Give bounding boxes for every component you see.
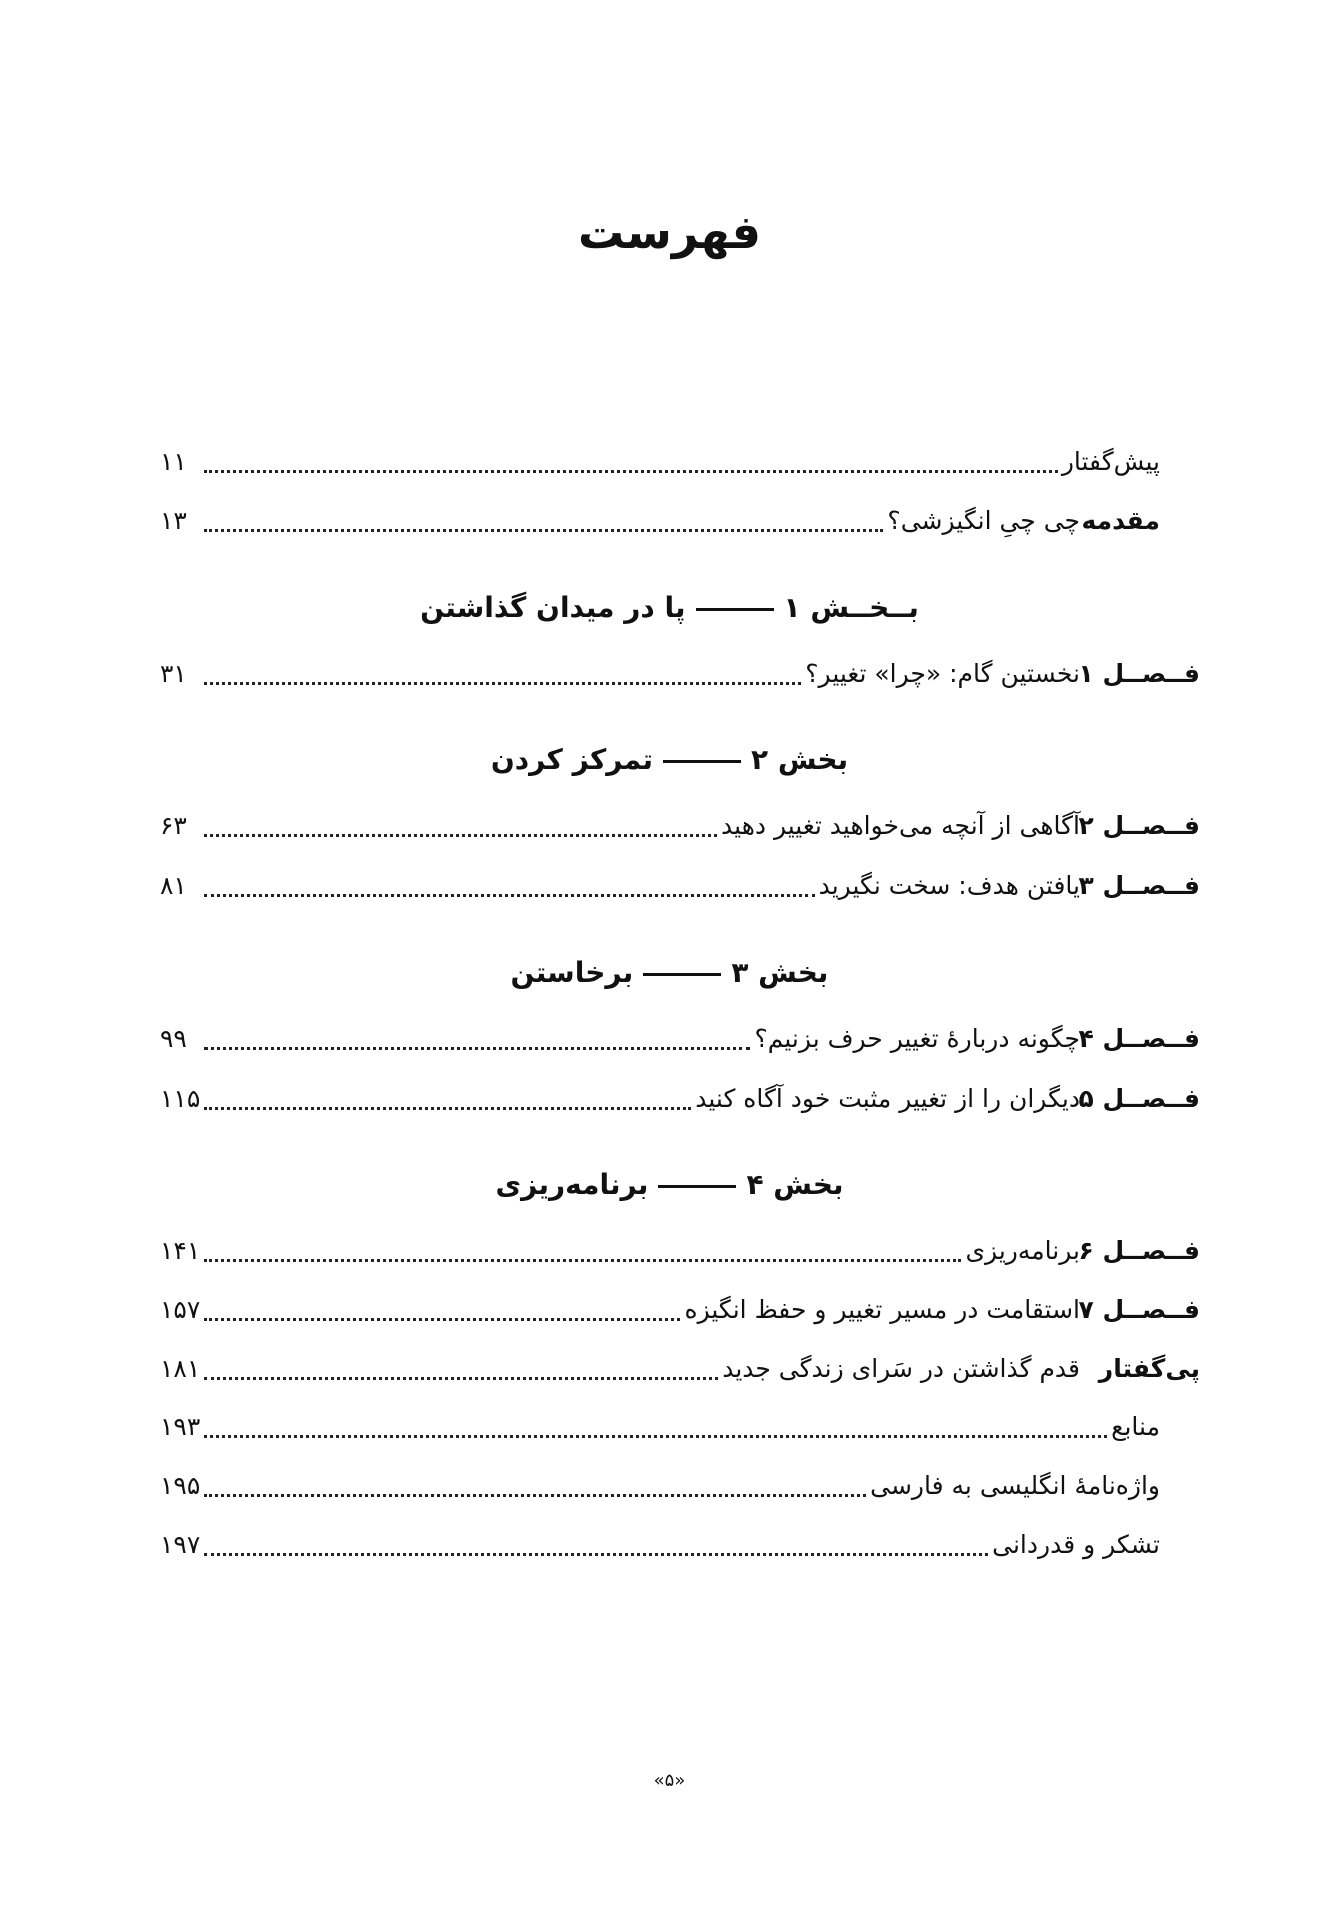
toc-entry-title: واژه‌نامهٔ انگلیسی به فارسی xyxy=(870,1471,1160,1500)
toc-entry-acknowledgements[interactable] xyxy=(160,1521,1200,1565)
part-label: بخش ۳ xyxy=(731,956,829,989)
toc-page-number: ۶۳ xyxy=(160,811,187,840)
part-dash xyxy=(643,973,721,976)
dot-leader xyxy=(204,1377,718,1380)
toc-entry-label: فــصــل ۵ xyxy=(1078,1084,1200,1113)
dot-leader xyxy=(204,1047,750,1050)
toc-page-number: ۱۳ xyxy=(160,506,187,535)
toc-page-number: ۱۸۱ xyxy=(160,1354,201,1383)
toc-entry-chapter-6[interactable] xyxy=(160,1227,1200,1271)
part-dash xyxy=(663,760,741,763)
part-heading-3 xyxy=(0,953,1339,993)
dot-leader xyxy=(204,1494,866,1497)
toc-entry-introduction[interactable] xyxy=(160,497,1200,541)
toc-page-number: ۱۹۳ xyxy=(160,1412,201,1441)
part-dash xyxy=(658,1185,736,1188)
dot-leader xyxy=(204,1553,988,1556)
part-name: تمرکز کردن xyxy=(490,743,653,776)
part-label: بخش ۴ xyxy=(746,1168,844,1201)
toc-entry-title: نخستین گام: «چرا» تغییر؟ xyxy=(805,659,1080,688)
page-folio: «۵» xyxy=(653,1770,686,1791)
toc-entry-title: قدم گذاشتن در سَرای زندگی جدید xyxy=(722,1354,1080,1383)
toc-page-number: ۳۱ xyxy=(160,659,187,688)
dot-leader xyxy=(204,682,801,685)
toc-entry-references[interactable] xyxy=(160,1403,1200,1447)
toc-entry-label: فــصــل ۶ xyxy=(1078,1236,1200,1265)
dot-leader xyxy=(204,1318,680,1321)
toc-entry-title: استقامت در مسیر تغییر و حفظ انگیزه xyxy=(684,1295,1080,1324)
part-label: بخش ۲ xyxy=(751,743,849,776)
toc-entry-afterword[interactable] xyxy=(160,1345,1200,1389)
dot-leader xyxy=(204,529,883,532)
dot-leader xyxy=(204,1259,961,1262)
toc-entry-chapter-4[interactable] xyxy=(160,1015,1200,1059)
toc-entry-glossary[interactable] xyxy=(160,1462,1200,1506)
part-heading-4 xyxy=(0,1165,1339,1205)
toc-page-number: ۹۹ xyxy=(160,1024,187,1053)
toc-entry-title: یافتن هدف: سخت نگیرید xyxy=(818,871,1080,900)
part-name: برنامه‌ریزی xyxy=(495,1168,649,1201)
toc-entry-title: تشکر و قدردانی xyxy=(992,1530,1160,1559)
toc-page-number: ۸۱ xyxy=(160,871,187,900)
part-name: پا در میدان گذاشتن xyxy=(420,591,686,624)
toc-entry-title: دیگران را از تغییر مثبت خود آگاه کنید xyxy=(695,1084,1080,1113)
toc-entry-title: منابع xyxy=(1111,1412,1160,1441)
toc-entry-chapter-7[interactable] xyxy=(160,1286,1200,1330)
toc-page-number: ۱۴۱ xyxy=(160,1236,201,1265)
toc-page-number: ۱۹۷ xyxy=(160,1530,201,1559)
toc-entry-chapter-2[interactable] xyxy=(160,802,1200,846)
toc-page-number: ۱۵۷ xyxy=(160,1295,201,1324)
toc-entry-label: مقدمه xyxy=(1081,506,1160,535)
toc-entry-preface[interactable] xyxy=(160,438,1200,482)
toc-entry-title: چی چیِ انگیزشی؟ xyxy=(887,506,1080,535)
part-name: برخاستن xyxy=(510,956,634,989)
part-dash xyxy=(696,608,774,611)
dot-leader xyxy=(204,1107,691,1110)
dot-leader xyxy=(204,834,717,837)
part-label: بــخــش ۱ xyxy=(783,591,919,624)
toc-entry-label: فــصــل ۲ xyxy=(1078,811,1200,840)
dot-leader xyxy=(204,894,815,897)
toc-page-number: ۱۱۵ xyxy=(160,1084,201,1113)
toc-entry-label: فــصــل ۱ xyxy=(1078,659,1200,688)
toc-entry-chapter-3[interactable] xyxy=(160,862,1200,906)
toc-entry-label: فــصــل ۳ xyxy=(1078,871,1200,900)
toc-entry-label: فــصــل ۴ xyxy=(1078,1024,1200,1053)
toc-entry-title: پیش‌گفتار xyxy=(1061,447,1160,476)
toc-entry-label: پی‌گفتار xyxy=(1098,1354,1200,1383)
toc-entry-chapter-5[interactable] xyxy=(160,1075,1200,1119)
toc-entry-title: آگاهی از آنچه می‌خواهید تغییر دهید xyxy=(721,811,1080,840)
part-heading-1 xyxy=(0,588,1339,628)
page-title: فهرست xyxy=(577,205,762,259)
toc-entry-title: برنامه‌ریزی xyxy=(965,1236,1080,1265)
toc-page-number: ۱۱ xyxy=(160,447,187,476)
dot-leader xyxy=(204,470,1058,473)
toc-entry-title: چگونه دربارهٔ تغییر حرف بزنیم؟ xyxy=(754,1024,1080,1053)
toc-entry-chapter-1[interactable] xyxy=(160,650,1200,694)
toc-page-number: ۱۹۵ xyxy=(160,1471,201,1500)
toc-entry-label: فــصــل ۷ xyxy=(1078,1295,1200,1324)
part-heading-2 xyxy=(0,740,1339,780)
dot-leader xyxy=(204,1435,1107,1438)
